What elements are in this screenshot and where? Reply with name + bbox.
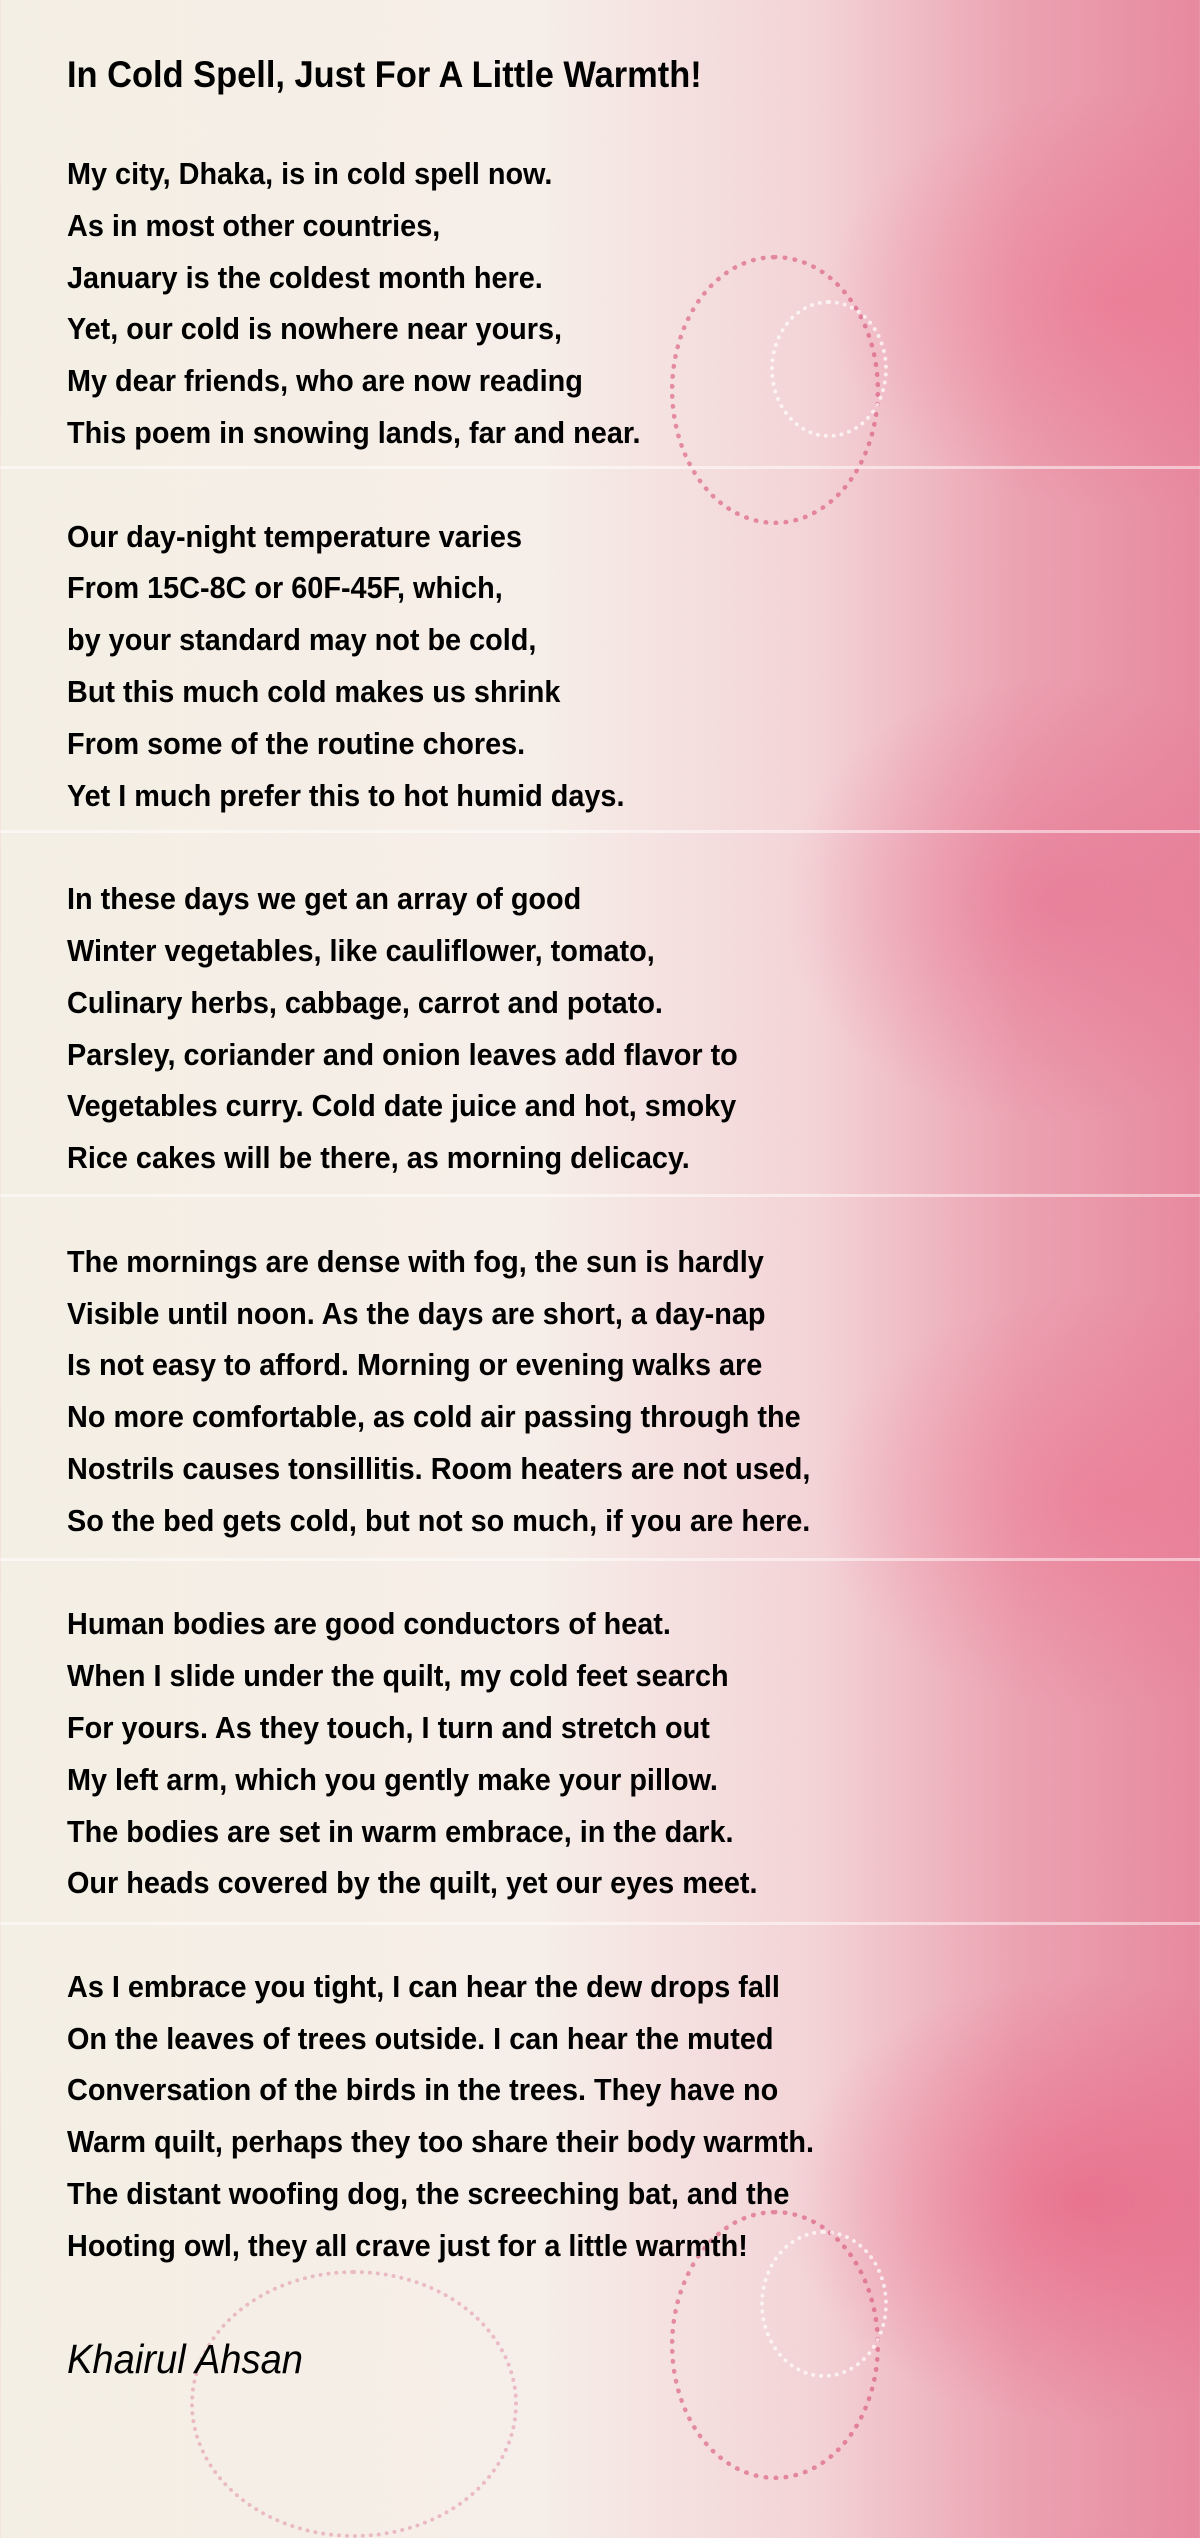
poem-line: Our day-night temperature varies xyxy=(67,518,523,554)
poem-line: So the bed gets cold, but not so much, if you are here. xyxy=(67,1502,811,1538)
poem-line: Culinary herbs, cabbage, carrot and potato. xyxy=(67,984,663,1020)
poem-line: Vegetables curry. Cold date juice and hot, smoky xyxy=(67,1088,737,1124)
poem-line: My city, Dhaka, is in cold spell now. xyxy=(67,156,553,191)
poem-line: My left arm, which you gently make your pillow. xyxy=(67,1761,718,1797)
poem-line: Warm quilt, perhaps they too share their body warmth. xyxy=(67,2124,815,2160)
poem-line: When I slide under the quilt, my cold feet search xyxy=(67,1658,729,1694)
poem-line: Rice cakes will be there, as morning delicacy. xyxy=(67,1140,690,1176)
stanza xyxy=(67,1236,814,1547)
stanza xyxy=(67,1961,814,2272)
stanza xyxy=(67,1598,814,1909)
poem-author: Khairul Ahsan xyxy=(67,2336,303,2382)
poem-line: From some of the routine chores. xyxy=(67,725,526,761)
poem-line: Winter vegetables, like cauliflower, tomato, xyxy=(67,932,655,968)
poem-line: My dear friends, who are now reading xyxy=(67,363,583,399)
stanza xyxy=(67,873,814,1184)
poem-line: As I embrace you tight, I can hear the dew drops fall xyxy=(67,1968,780,2004)
poem-line: As in most other countries, xyxy=(67,207,441,243)
poem-line: Parsley, coriander and onion leaves add flavor to xyxy=(67,1036,738,1072)
poem-line: But this much cold makes us shrink xyxy=(67,673,561,709)
poem-line: The bodies are set in warm embrace, in the dark. xyxy=(67,1813,734,1849)
poem-line: Conversation of the birds in the trees. They have no xyxy=(67,2072,779,2108)
poem-line: The mornings are dense with fog, the sun is hardly xyxy=(67,1243,764,1279)
poem-line: Visible until noon. As the days are short, a day-nap xyxy=(67,1295,766,1331)
poem-line: For yours. As they touch, I turn and stretch out xyxy=(67,1709,710,1745)
poem-line: Human bodies are good conductors of heat. xyxy=(67,1606,671,1642)
poem-line: Yet I much prefer this to hot humid days. xyxy=(67,777,625,813)
poem-line: No more comfortable, as cold air passing through the xyxy=(67,1399,801,1435)
poem-line: From 15C-8C or 60F-45F, which, xyxy=(67,570,503,606)
poem-line: Our heads covered by the quilt, yet our eyes meet. xyxy=(67,1865,758,1901)
poem-line: Hooting owl, they all crave just for a little warmth! xyxy=(67,2227,748,2263)
poem-line: Nostrils causes tonsillitis. Room heaters are not used, xyxy=(67,1450,811,1486)
poem-line: This poem in snowing lands, far and near. xyxy=(67,414,641,450)
poem-line: Is not easy to afford. Morning or evening walks are xyxy=(67,1347,763,1383)
poem-line: January is the coldest month here. xyxy=(67,259,543,295)
poem-title: In Cold Spell, Just For A Little Warmth! xyxy=(67,54,702,95)
poem-line: by your standard may not be cold, xyxy=(67,622,537,658)
poem-line: On the leaves of trees outside. I can hear the muted xyxy=(67,2020,774,2056)
poem-line: The distant woofing dog, the screeching bat, and the xyxy=(67,2176,790,2212)
stanza xyxy=(67,148,814,459)
poem-line: Yet, our cold is nowhere near yours, xyxy=(67,311,563,347)
poem-line: In these days we get an array of good xyxy=(67,881,582,917)
stanza xyxy=(67,511,814,822)
poem-body xyxy=(67,148,814,2323)
